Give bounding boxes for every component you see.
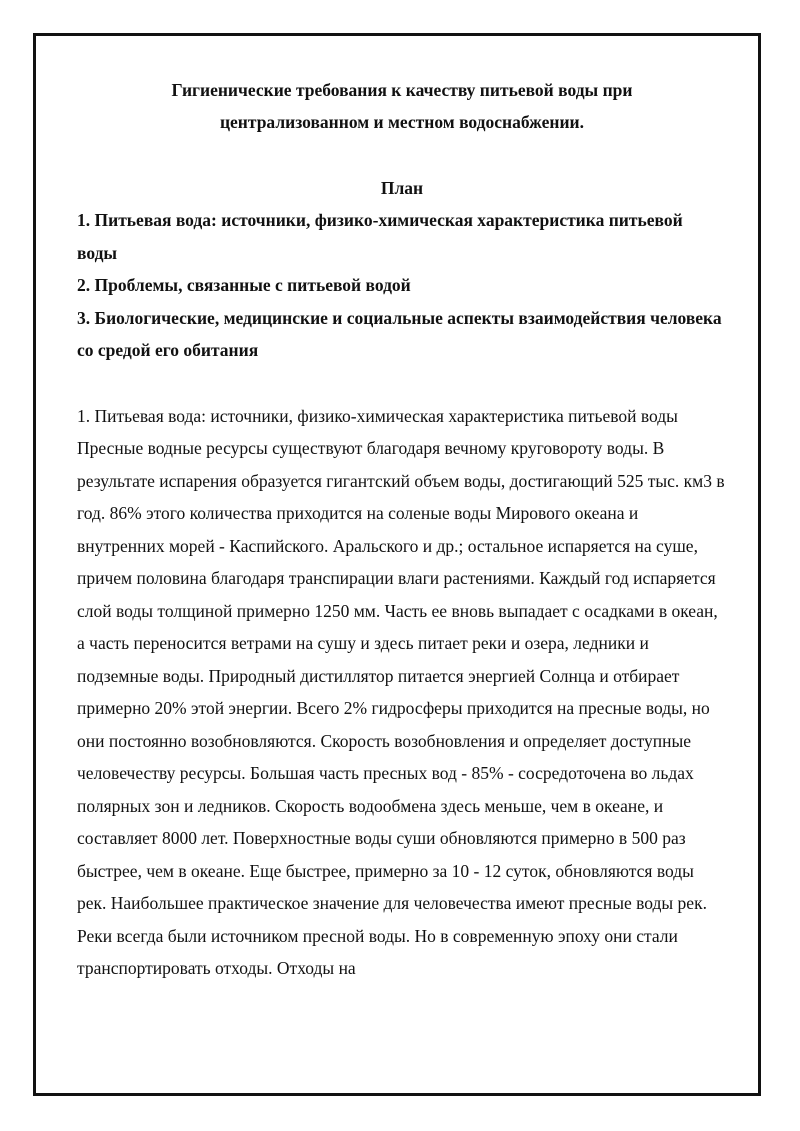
document-title	[77, 70, 727, 138]
plan-item-1: 1. Питьевая вода: источники, физико-химическая характеристика питьевой воды	[77, 210, 683, 263]
plan-list	[77, 204, 727, 367]
section-heading: 1. Питьевая вода: источники, физико-химическая характеристика питьевой воды	[77, 405, 678, 426]
plan-item-3: 3. Биологические, медицинские и социальные аспекты взаимодействия человека со средой его обитания	[77, 307, 722, 360]
body-paragraph: Пресные водные ресурсы существуют благодаря вечному круговороту воды. В результате испарения образуется гигантский объем воды, достигающий 525 тыс. км3 в год. 86% этого количества приходится на соленые воды Мирового океана и внутренних морей - Каспийского. Аральского и др.; остальное испаряется на суше, причем половина благодаря транспирации влаги растениями. Каждый год испаряется слой воды толщиной примерно 1250 мм. Часть ее вновь выпадает с осадками в океан, а часть переносится ветрами на сушу и здесь питает реки и озера, ледники и подземные воды. Природный дистиллятор питается энергией Солнца и отбирает примерно 20% этой энергии. Всего 2% гидросферы приходится на пресные воды, но они постоянно возобновляются. Скорость возобновления и определяет доступные человечеству ресурсы. Большая часть пресных вод - 85% - сосредоточена во льдах полярных зон и ледников. Скорость водообмена здесь меньше, чем в океане, и составляет 8000 лет. Поверхностные воды суши обновляются примерно в 500 раз быстрее, чем в океане. Еще быстрее, примерно за 10 - 12 суток, обновляются воды рек. Наибольшее практическое значение для человечества имеют пресные воды рек. Реки всегда были источником пресной воды. Но в современную эпоху они стали транспортировать отходы. Отходы на	[77, 438, 725, 978]
plan-item-2: 2. Проблемы, связанные с питьевой водой	[77, 275, 411, 295]
plan-heading: План	[380, 178, 424, 198]
title-line-1: Гигиенические требования к качеству питьевой воды при	[171, 80, 633, 100]
document-page	[77, 70, 727, 985]
title-line-2: централизованном и местном водоснабжении.	[219, 112, 585, 132]
